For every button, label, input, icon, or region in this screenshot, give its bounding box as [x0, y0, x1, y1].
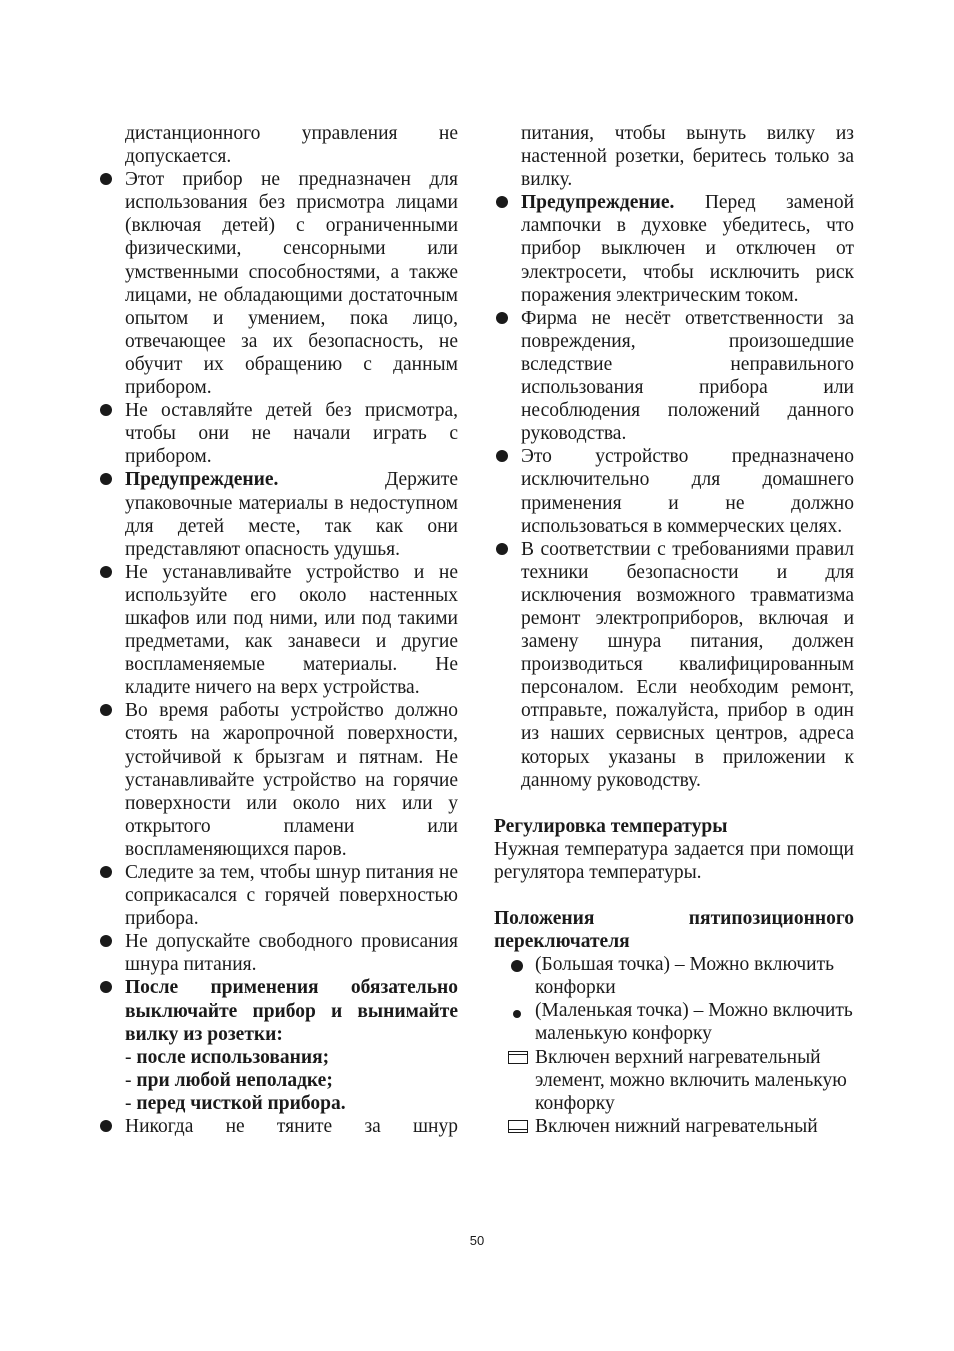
- list-item: [98, 468, 458, 560]
- list-item: Никогда не тяните за шнур: [98, 1115, 458, 1138]
- list-item: Следите за тем, чтобы шнур питания не соприкасался с горячей поверхностью прибора.: [98, 861, 458, 930]
- dash-item: - при любой неполадке;: [125, 1069, 333, 1091]
- switch-position: Включен верхний нагревательный элемент, можно включить маленькую конфорку: [494, 1046, 854, 1115]
- warning-label: Предупреждение.: [125, 469, 279, 491]
- left-column: [98, 122, 458, 1138]
- continued-text: питания, чтобы вынуть вилку из настенной розетки, беритесь только за вилку.: [521, 123, 854, 191]
- section-heading-switch: Положения пятипозиционного переключателя: [494, 908, 854, 953]
- warning-label: Предупреждение.: [521, 192, 675, 214]
- right-column: [494, 122, 854, 1138]
- list-item: Не оставляйте детей без присмотра, чтобы они не начали играть с прибором.: [98, 399, 458, 468]
- dash-item: - перед чисткой прибора.: [125, 1092, 346, 1114]
- warning-text: Перед заменой лампочки в духовке убедитесь, что прибор выключен и отключен от электросети, чтобы исключить риск поражения электрическим током.: [521, 192, 854, 306]
- list-item: Не устанавливайте устройство и не используйте его около настенных шкафов или под ними, или под такими предметами, как занавеси и другие воспламеняемые материалы. Не кладите ничего на верх устройства.: [98, 561, 458, 700]
- list-item: Не допускайте свободного провисания шнура питания.: [98, 930, 458, 976]
- dash-item: - после использования;: [125, 1046, 330, 1068]
- continued-text: дистанционного управления не допускается.: [125, 123, 458, 168]
- small-dot-icon: [513, 1010, 521, 1018]
- list-item: В соответствии с требованиями правил техники безопасности и для исключения возможного травматизма ремонт электроприборов, включая и замену шнура питания, должен производиться квалифицированным персоналом. Если необходим ремонт, отправьте, пожалуйста, прибор в один из наших сервисных центров, адреса которых указаны в приложении к данному руководству.: [494, 538, 854, 792]
- list-item: [494, 191, 854, 306]
- list-item: Во время работы устройство должно стоять на жаропрочной поверхности, устойчивой к брызгам и пятнам. Не устанавливайте устройство на горячие поверхности или около них или у открытого пламени или воспламеняющихся паров.: [98, 699, 458, 861]
- list-item-bold: После применения обязательно выключайте прибор и вынимайте вилку из розетки:: [98, 976, 458, 1045]
- bottom-heating-icon: [508, 1120, 528, 1133]
- paragraph: Нужная температура задается при помощи регулятора температуры.: [494, 838, 854, 883]
- switch-position: (Большая точка) – Можно включить конфорки: [494, 953, 854, 999]
- big-dot-icon: [511, 960, 523, 972]
- section-heading-temperature: Регулировка температуры: [494, 815, 728, 837]
- top-heating-icon: [508, 1051, 528, 1064]
- list-item: Это устройство предназначено исключительно для домашнего применения и не должно использоваться в коммерческих целях.: [494, 445, 854, 537]
- switch-position: Включен нижний нагревательный: [494, 1115, 854, 1138]
- switch-position: (Маленькая точка) – Можно включить маленькую конфорку: [494, 999, 854, 1045]
- warning-text: Держите упаковочные материалы в недоступном для детей месте, так как они представляют опасность удушья.: [125, 469, 458, 560]
- list-item: Этот прибор не предназначен для использования без присмотра лицами (включая детей) с ограниченными физическими, сенсорными или умственными способностями, а также лицами, не обладающими достаточным опытом и умением, пока лицо, отвечающее за их безопасность, не обучит их обращению с данным прибором.: [98, 168, 458, 399]
- page-number: 50: [469, 1233, 485, 1248]
- list-item: Фирма не несёт ответственности за повреждения, произошедшие вследствие неправильного использования прибора или несоблюдения положений данного руководства.: [494, 307, 854, 446]
